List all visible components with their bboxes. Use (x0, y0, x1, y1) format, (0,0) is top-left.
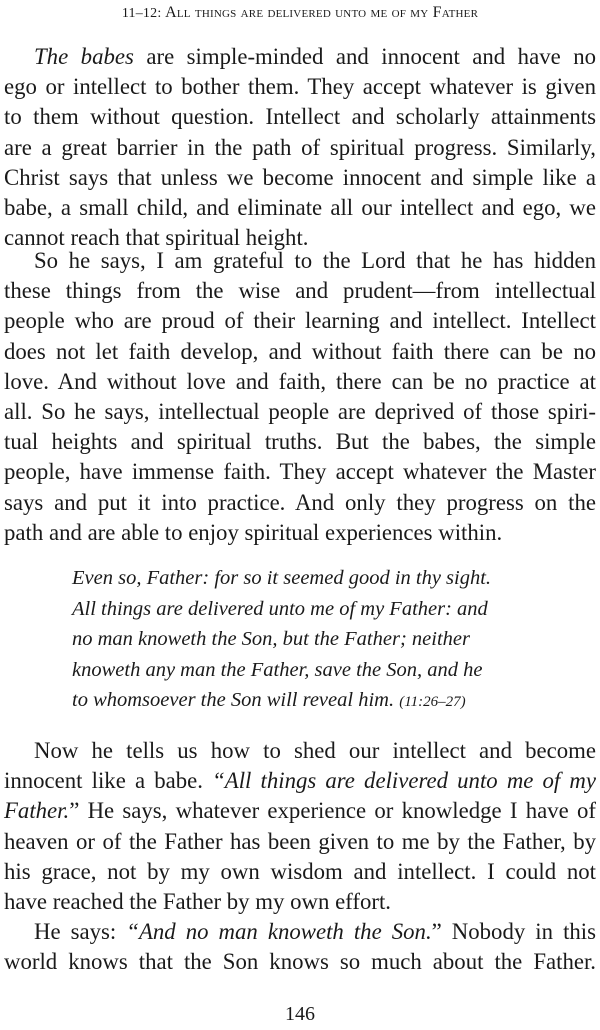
quote-line: Even so, Father: for so it seemed good in thy sight. (72, 567, 492, 589)
scripture-quote (72, 563, 512, 716)
text-line: love. And without love and faith, there can be no practice at (4, 368, 596, 394)
chapter-title: All things are delivered unto me of my Father (165, 4, 479, 21)
text-line: babe, a small child, and eliminate all our intellect and ego, we (4, 194, 596, 220)
text-line: innocent like a babe. “All things are delivered unto me of my (4, 768, 596, 794)
paragraph-4 (4, 917, 596, 977)
text-line: ego or intellect to bother them. They accept whatever is given (4, 74, 596, 100)
text-line: people who are proud of their learning and intellect. Intellect (4, 308, 596, 334)
text-line: tual heights and spiritual truths. But the babes, the simple (4, 429, 596, 455)
text-line: The babes are simple-minded and innocent and have no (34, 44, 596, 69)
paragraph-1 (4, 42, 596, 253)
text-line: cannot reach that spiritual height. (4, 225, 309, 251)
text-line: Father.” He says, whatever experience or knowledge I have of (4, 798, 596, 824)
text-line: path and are able to enjoy spiritual experiences within. (4, 519, 503, 545)
paragraph-2 (4, 246, 596, 548)
text-line: says and put it into practice. And only they progress on the (4, 489, 596, 515)
text-line: So he says, I am grateful to the Lord that he has hidden (34, 248, 596, 273)
verse-reference: (11:26–27) (399, 694, 466, 710)
text-line: heaven or of the Father has been given to me by the Father, by (4, 828, 596, 854)
italic-lead: The babes (34, 44, 134, 69)
quote-line: to whomsoever the Son will reveal him. (11:26–27) (72, 689, 466, 711)
quote-line: knoweth any man the Father, save the Son, and he (72, 658, 483, 681)
text-line: his grace, not by my own wisdom and intellect. I could not (4, 858, 596, 884)
text-line: world knows that the Son knows so much about the Father. (4, 949, 596, 975)
text-line: to them without question. Intellect and scholarly attainments (4, 104, 596, 130)
text-line: these things from the wise and prudent—from intellectual (4, 278, 596, 304)
running-header (0, 4, 600, 22)
quote-line: All things are delivered unto me of my Father: and (72, 597, 488, 620)
text-line: Christ says that unless we become innocent and simple like a (4, 164, 596, 190)
paragraph-3 (4, 736, 596, 917)
text-line: people, have immense faith. They accept whatever the Master (4, 459, 596, 485)
chapter-number: 11–12: (121, 6, 162, 21)
page-number: 146 (285, 1003, 315, 1025)
text-line: does not let faith develop, and without faith there can be no (4, 338, 596, 364)
text-line: He says: “And no man knoweth the Son.” Nobody in this (34, 919, 597, 944)
text-line: Now he tells us how to shed our intellect and become (34, 738, 596, 763)
text-line: all. So he says, intellectual people are deprived of those spiri- (4, 398, 596, 424)
quote-line: no man knoweth the Son, but the Father; neither (72, 628, 470, 650)
text-line: are a great barrier in the path of spiritual progress. Similarly, (4, 134, 596, 160)
text-line: have reached the Father by my own effort. (4, 888, 391, 914)
